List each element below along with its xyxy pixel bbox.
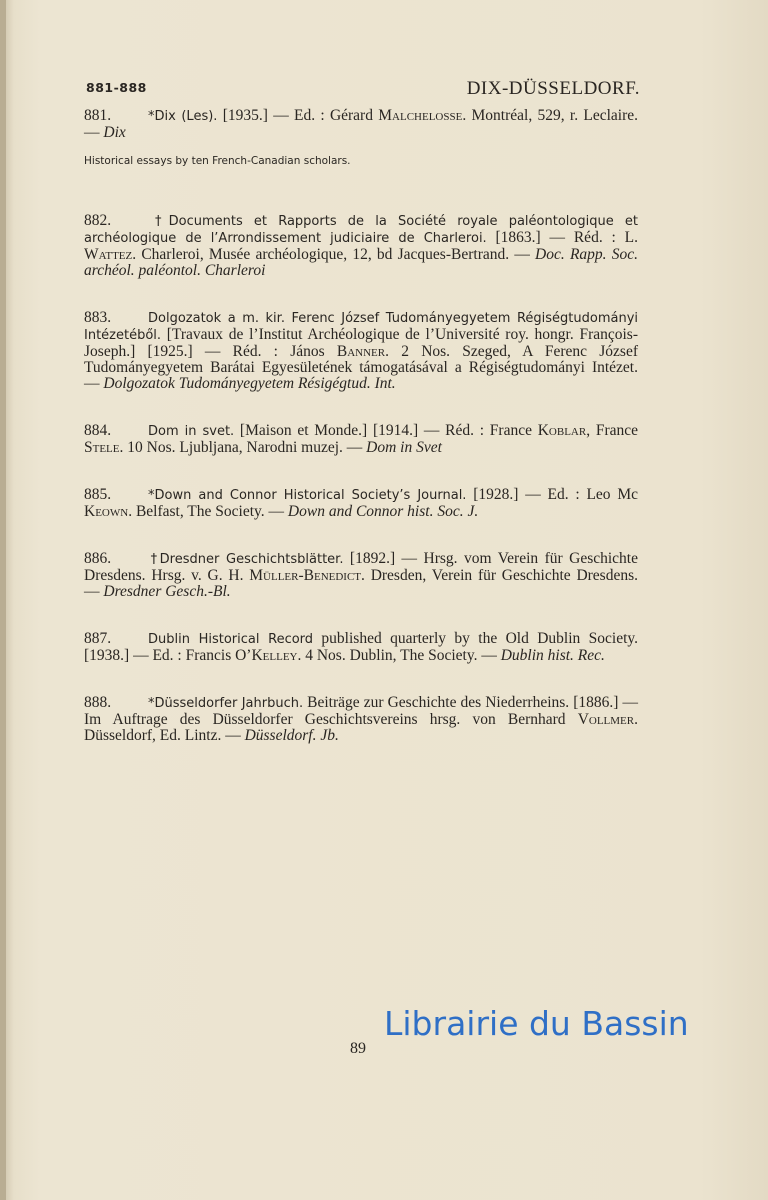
- entry-text: , France: [586, 422, 638, 439]
- entry-note: Historical essays by ten French-Canadian scholars.: [84, 155, 351, 167]
- entry-text: [Travaux de l’Institut Archéologique de l’Université roy. hongr. François-Joseph.] [1925.] — Réd. : János: [84, 326, 638, 360]
- entry-text: [Maison et Monde.] [1914.] — Réd. : France: [234, 422, 538, 439]
- entry-888: [84, 695, 638, 744]
- entry-range: 881-888: [86, 80, 147, 95]
- entry-text: [1892.] — Hrsg. vom Verein für Geschichte Dresdens. Hrsg. v. G. H.: [84, 550, 638, 584]
- entry-887: [84, 631, 638, 664]
- entry-text: . Montréal, 529, r. Leclaire. —: [84, 107, 638, 141]
- entry-text: . Belfast, The Society. —: [128, 503, 288, 520]
- entry-abbreviation: Düsseldorf. Jb.: [244, 727, 339, 744]
- entry-title: Dolgozatok a m. kir. Ferenc József Tudományegyetem Régiségtudományi Intézetéből.: [84, 311, 638, 343]
- entry-abbreviation: Dresdner Gesch.-Bl.: [103, 583, 231, 600]
- entry-text: . 4 Nos. Dublin, The Society. —: [297, 647, 501, 664]
- entry-text: [1863.] — Réd. : L.: [486, 229, 638, 246]
- entry-884: [84, 423, 638, 456]
- entry-abbreviation: Doc. Rapp. Soc. archéol. paléontol. Charleroi: [84, 246, 638, 279]
- entry-text: [1928.] — Ed. : Leo Mc: [466, 486, 638, 503]
- entry-882: [84, 213, 638, 279]
- entry-text: [1935.] — Ed. : Gérard: [217, 107, 379, 124]
- editor-name: Banner: [336, 343, 386, 360]
- entry-number: 887.: [84, 630, 112, 647]
- editor-name: Keown: [84, 503, 129, 520]
- bookseller-watermark: Librairie du Bassin: [384, 1004, 689, 1043]
- entry-number: 888.: [84, 694, 112, 711]
- entry-abbreviation: Dolgozatok Tudományegyetem Résigégtud. Int.: [103, 375, 396, 392]
- entry-title: *Dix (Les).: [148, 109, 218, 124]
- entry-text: published quarterly by the Old Dublin Society. [1938.] — Ed. : Francis O’: [84, 630, 638, 664]
- entry-text: . Dresden, Verein für Geschichte Dresdens. —: [84, 567, 638, 600]
- entry-title: †Dresdner Geschichtsblätter.: [148, 552, 344, 567]
- editor-name: Vollmer: [577, 711, 635, 728]
- editor-name: Wattez: [84, 246, 133, 263]
- entry-886: [84, 551, 638, 600]
- page-spine-shadow: [0, 0, 6, 1200]
- page-header: [86, 78, 640, 104]
- entry-text: . Charleroi, Musée archéologique, 12, bd Jacques-Bertrand. —: [132, 246, 536, 263]
- editor-name: Müller-Benedict: [249, 567, 362, 584]
- entry-number: 882.: [84, 212, 112, 229]
- entry-885: [84, 487, 638, 520]
- entry-881: [84, 108, 638, 169]
- editor-name: Malchelosse: [378, 107, 463, 124]
- entry-title: *Down and Connor Historical Society’s Journal.: [148, 488, 467, 503]
- entry-abbreviation: Dix: [103, 124, 126, 141]
- entry-text: . 2 Nos. Szeged, A Ferenc József Tudományegyetem Barátai Egyesületének támogatásával a Régiségtudományi Intézet. —: [84, 343, 638, 392]
- entry-text: Beiträge zur Geschichte des Niederrheins. [1886.] — Im Auftrage des Düsseldorfer Geschichtsvereins hrsg. von Bernhard: [84, 694, 638, 728]
- entry-list: [84, 108, 638, 744]
- entry-title: Dublin Historical Record: [148, 632, 314, 647]
- editor-name: Kelley: [251, 647, 298, 664]
- entry-number: 881.: [84, 107, 112, 124]
- entry-number: 885.: [84, 486, 112, 503]
- entry-title: Dom in svet.: [148, 424, 235, 439]
- entry-number: 883.: [84, 309, 112, 326]
- entry-number: 884.: [84, 422, 112, 439]
- page-number: 89: [350, 1040, 366, 1057]
- editor-name-2: Stele: [84, 439, 120, 456]
- editor-name: Koblar: [537, 422, 587, 439]
- running-head: DIX-DÜSSELDORF.: [466, 78, 640, 99]
- entry-title: *Düsseldorfer Jahrbuch.: [148, 696, 304, 711]
- entry-number: 886.: [84, 550, 112, 567]
- entry-883: [84, 310, 638, 392]
- entry-text: . 10 Nos. Ljubljana, Narodni muzej. —: [119, 439, 367, 456]
- entry-text: . Düsseldorf, Ed. Lintz. —: [84, 711, 638, 744]
- entry-abbreviation: Down and Connor hist. Soc. J.: [287, 503, 479, 520]
- entry-abbreviation: Dom in Svet: [366, 439, 442, 456]
- entry-abbreviation: Dublin hist. Rec.: [500, 647, 605, 664]
- entry-title: †Documents et Rapports de la Société royale paléontologique et archéologique de l’Arrondissement judiciaire de Charleroi.: [84, 214, 638, 246]
